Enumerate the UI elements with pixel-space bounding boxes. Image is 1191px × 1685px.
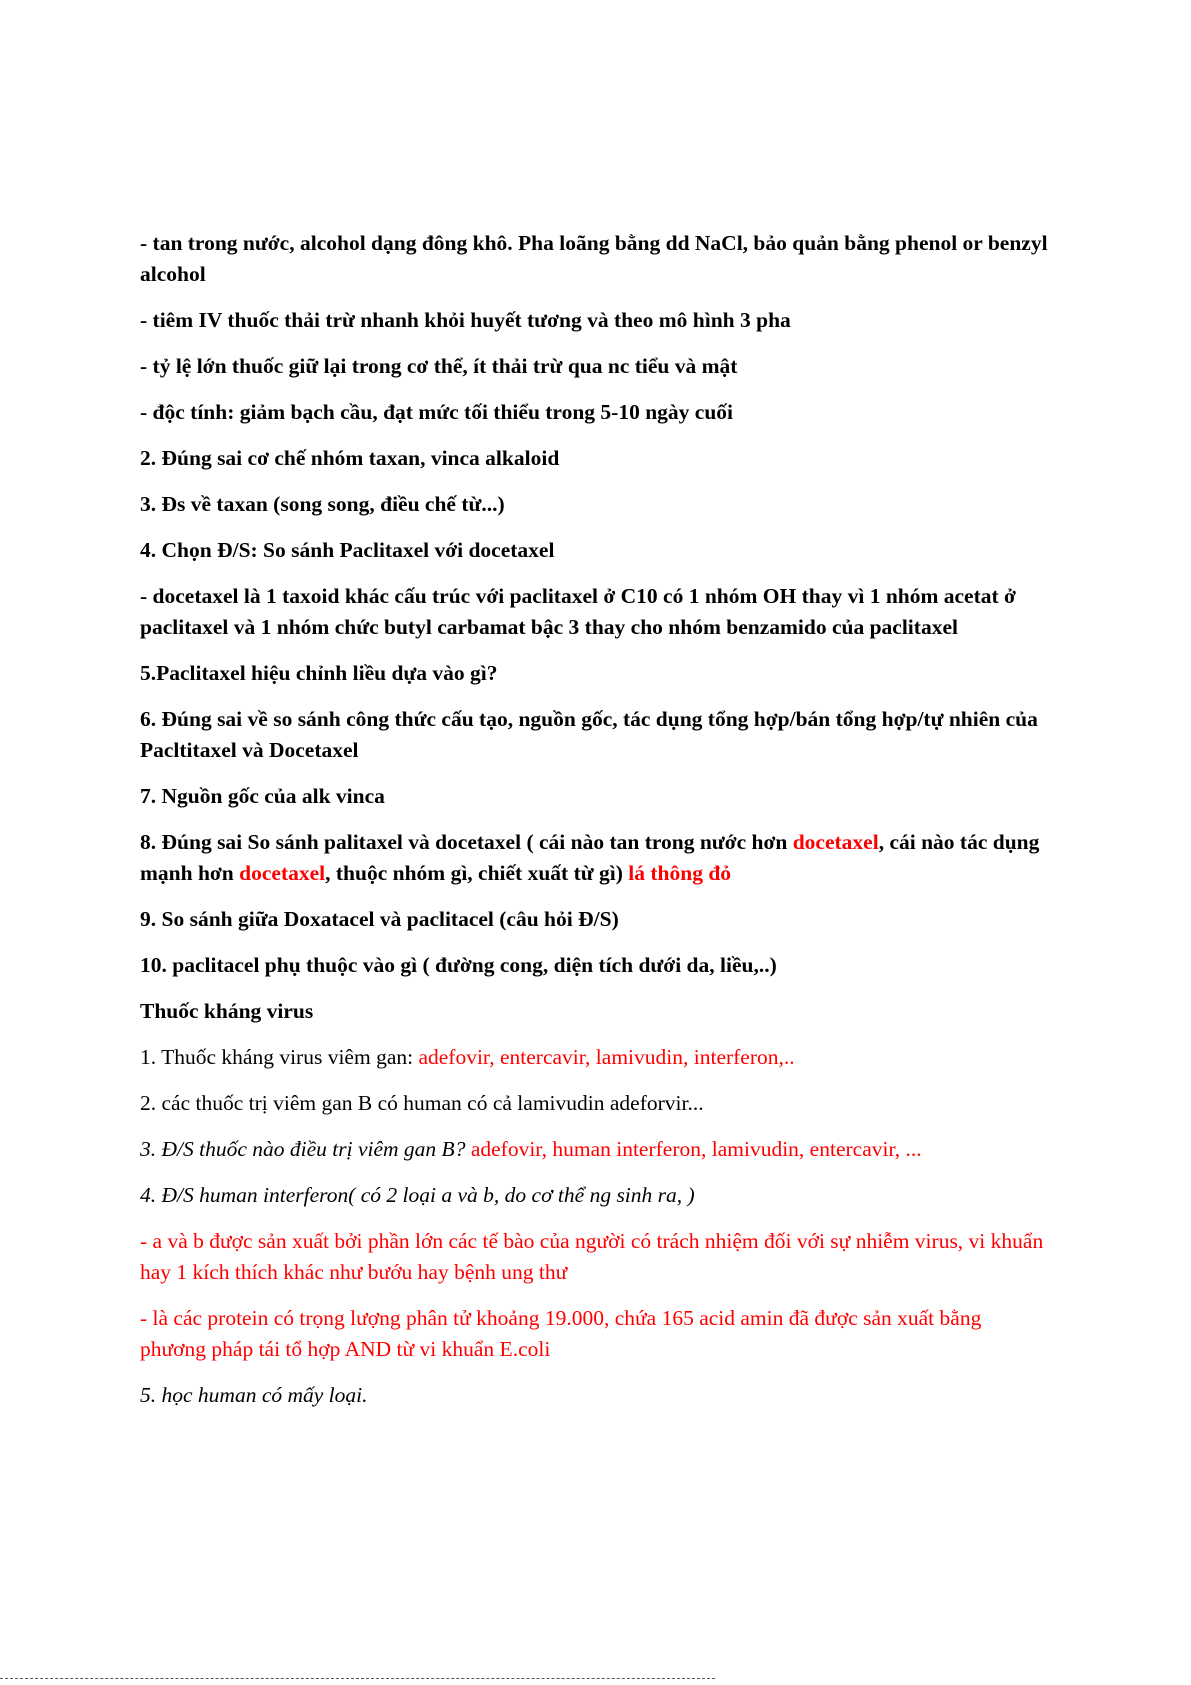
virus-question-4: 4. Đ/S human interferon( có 2 loại a và b, do cơ thể ng sinh ra, ) xyxy=(140,1183,695,1207)
question-2: 2. Đúng sai cơ chế nhóm taxan, vinca alkaloid xyxy=(140,446,560,470)
page-bottom-divider xyxy=(0,1678,715,1679)
question-8 xyxy=(140,827,1050,889)
question-4: 4. Chọn Đ/S: So sánh Paclitaxel với docetaxel xyxy=(140,538,555,562)
note-line: - tiêm IV thuốc thải trừ nhanh khỏi huyết tương và theo mô hình 3 pha xyxy=(140,308,791,332)
section-heading: Thuốc kháng virus xyxy=(140,999,314,1023)
question-9: 9. So sánh giữa Doxatacel và paclitacel (câu hỏi Đ/S) xyxy=(140,907,619,931)
question-8-answer-3: lá thông đỏ xyxy=(628,861,732,885)
virus-question-3-text: 3. Đ/S thuốc nào điều trị viêm gan B? xyxy=(140,1137,471,1161)
virus-question-5: 5. học human có mấy loại. xyxy=(140,1383,368,1407)
question-7: 7. Nguồn gốc của alk vinca xyxy=(140,784,385,808)
question-3: 3. Đs về taxan (song song, điều chế từ...) xyxy=(140,492,505,516)
virus-question-2: 2. các thuốc trị viêm gan B có human có cả lamivudin adeforvir... xyxy=(140,1091,704,1115)
question-8-answer-1: docetaxel xyxy=(792,830,879,854)
question-4-note: - docetaxel là 1 taxoid khác cấu trúc với paclitaxel ở C10 có 1 nhóm OH thay vì 1 nhóm acetat ở paclitaxel và 1 nhóm chức butyl carbamat bậc 3 thay cho nhóm benzamido của paclitaxel xyxy=(140,584,1016,639)
virus-question-4-answer-2: - là các protein có trọng lượng phân tử khoảng 19.000, chứa 165 acid amin đã được sản xuất bằng phương pháp tái tổ hợp AND từ vi khuẩn E.coli xyxy=(140,1306,982,1361)
question-10: 10. paclitacel phụ thuộc vào gì ( đường cong, diện tích dưới da, liều,..) xyxy=(140,953,777,977)
virus-question-1-text: 1. Thuốc kháng virus viêm gan: xyxy=(140,1045,419,1069)
question-8-text-a: 8. Đúng sai So sánh palitaxel và docetaxel ( cái nào tan trong nước hơn xyxy=(140,830,793,854)
document-page xyxy=(140,228,1050,1426)
question-8-answer-2: docetaxel xyxy=(239,861,326,885)
question-6: 6. Đúng sai về so sánh công thức cấu tạo, nguồn gốc, tác dụng tổng hợp/bán tổng hợp/tự nhiên của Pacltitaxel và Docetaxel xyxy=(140,707,1038,762)
virus-question-4-answer-1: - a và b được sản xuất bởi phần lớn các tế bào của người có trách nhiệm đối với sự nhiễm virus, vi khuẩn hay 1 kích thích khác như bướu hay bệnh ung thư xyxy=(140,1229,1044,1284)
virus-question-3 xyxy=(140,1134,1050,1165)
question-8-text-b: , cái nào tác dụng mạnh hơn xyxy=(140,830,1040,885)
note-line: - độc tính: giảm bạch cầu, đạt mức tối thiểu trong 5-10 ngày cuối xyxy=(140,400,734,424)
note-line: - tan trong nước, alcohol dạng đông khô. Pha loãng bằng dd NaCl, bảo quản bằng phenol or benzyl alcohol xyxy=(140,231,1048,286)
question-8-text-c: , thuộc nhóm gì, chiết xuất từ gì) xyxy=(325,861,629,885)
virus-question-1-answer: adefovir, entercavir, lamivudin, interferon,.. xyxy=(418,1045,795,1069)
question-5: 5.Paclitaxel hiệu chỉnh liều dựa vào gì? xyxy=(140,661,498,685)
virus-question-1 xyxy=(140,1042,1050,1073)
note-line: - tỷ lệ lớn thuốc giữ lại trong cơ thể, ít thải trừ qua nc tiểu và mật xyxy=(140,354,738,378)
virus-question-3-answer: adefovir, human interferon, lamivudin, entercavir, ... xyxy=(470,1137,922,1161)
